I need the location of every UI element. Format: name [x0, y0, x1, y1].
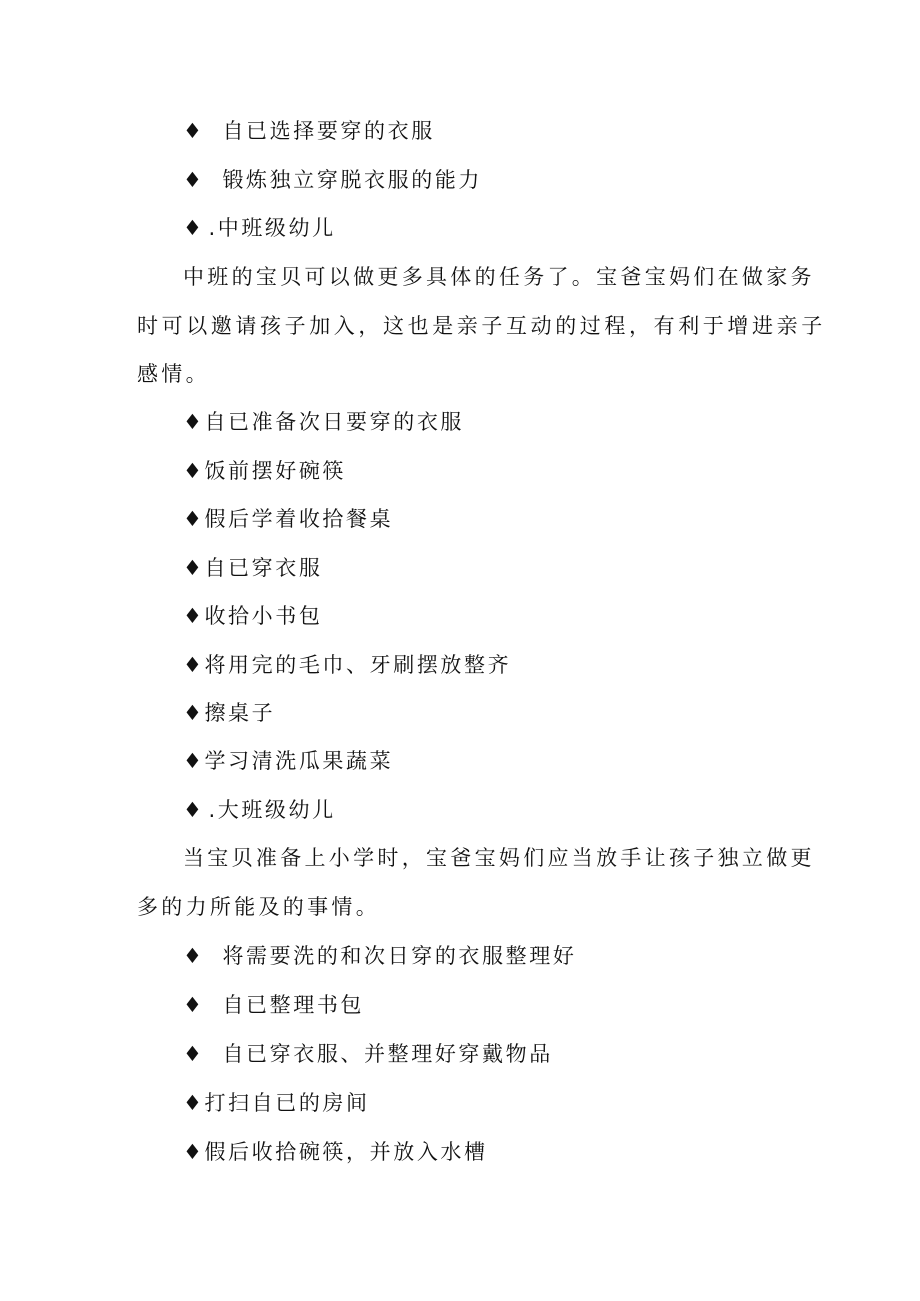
- list-item-text: 将需要洗的和次日穿的衣服整理好: [222, 944, 577, 968]
- list-item: [183, 1039, 553, 1069]
- diamond-bullet-icon: ♦: [183, 798, 205, 822]
- diamond-bullet-icon: ♦: [183, 1140, 205, 1164]
- list-item-text: 擦桌子: [204, 701, 276, 725]
- list-item-text: 将用完的毛巾、牙刷摆放整齐: [204, 653, 512, 677]
- list-item-text: 饭前摆好碗筷: [204, 459, 347, 483]
- list-item-text: 假后收拾碗筷，并放入水槽: [204, 1140, 488, 1164]
- diamond-bullet-icon: ♦: [183, 507, 205, 531]
- list-item: [183, 1088, 370, 1118]
- list-item: [183, 504, 393, 534]
- list-item-text: 自已穿衣服: [204, 556, 323, 580]
- list-item-text: 自已选择要穿的衣服: [222, 119, 435, 143]
- paragraph-line: 时可以邀请孩子加入，这也是亲子互动的过程，有利于增进亲子: [137, 314, 826, 338]
- list-item: [183, 553, 322, 583]
- list-item-text: 自已整理书包: [222, 993, 365, 1017]
- list-item-text: 打扫自已的房间: [204, 1091, 370, 1115]
- section-heading-text: .中班级幼儿: [208, 216, 336, 240]
- list-item: [183, 746, 393, 776]
- list-item: [183, 650, 511, 680]
- list-item: [183, 698, 275, 728]
- section-heading-text: .大班级幼儿: [208, 798, 336, 822]
- list-item: [183, 165, 482, 195]
- list-item-text: 自已穿衣服、并整理好穿戴物品: [222, 1042, 553, 1066]
- diamond-bullet-icon: ♦: [183, 410, 205, 434]
- list-item: [183, 941, 576, 971]
- section-heading: [183, 213, 336, 243]
- diamond-bullet-icon: ♦: [183, 168, 205, 192]
- list-item-text: 收拾小书包: [204, 604, 323, 628]
- diamond-bullet-icon: ♦: [183, 459, 205, 483]
- diamond-bullet-icon: ♦: [183, 944, 205, 968]
- list-item-text: 自已准备次日要穿的衣服: [204, 410, 465, 434]
- list-item: [183, 407, 464, 437]
- diamond-bullet-icon: ♦: [183, 701, 205, 725]
- diamond-bullet-icon: ♦: [183, 604, 205, 628]
- diamond-bullet-icon: ♦: [183, 993, 205, 1017]
- list-item: [183, 1137, 488, 1167]
- paragraph-line: 当宝贝准备上小学时，宝爸宝妈们应当放手让孩子独立做更: [183, 846, 815, 870]
- list-item: [183, 990, 364, 1020]
- paragraph-line: 多的力所能及的事情。: [137, 895, 380, 919]
- diamond-bullet-icon: ♦: [183, 119, 205, 143]
- paragraph-line: 感情。: [137, 362, 210, 386]
- diamond-bullet-icon: ♦: [183, 1042, 205, 1066]
- list-item-text: 学习清洗瓜果蔬菜: [204, 749, 394, 773]
- list-item: [183, 601, 322, 631]
- diamond-bullet-icon: ♦: [183, 1091, 205, 1115]
- list-item-text: 锻炼独立穿脱衣服的能力: [222, 168, 483, 192]
- diamond-bullet-icon: ♦: [183, 556, 205, 580]
- diamond-bullet-icon: ♦: [183, 653, 205, 677]
- section-heading: [183, 795, 336, 825]
- list-item: [183, 116, 435, 146]
- diamond-bullet-icon: ♦: [183, 216, 205, 240]
- list-item: [183, 456, 346, 486]
- list-item-text: 假后学着收拾餐桌: [204, 507, 394, 531]
- diamond-bullet-icon: ♦: [183, 749, 205, 773]
- paragraph-line: 中班的宝贝可以做更多具体的任务了。宝爸宝妈们在做家务: [183, 265, 815, 289]
